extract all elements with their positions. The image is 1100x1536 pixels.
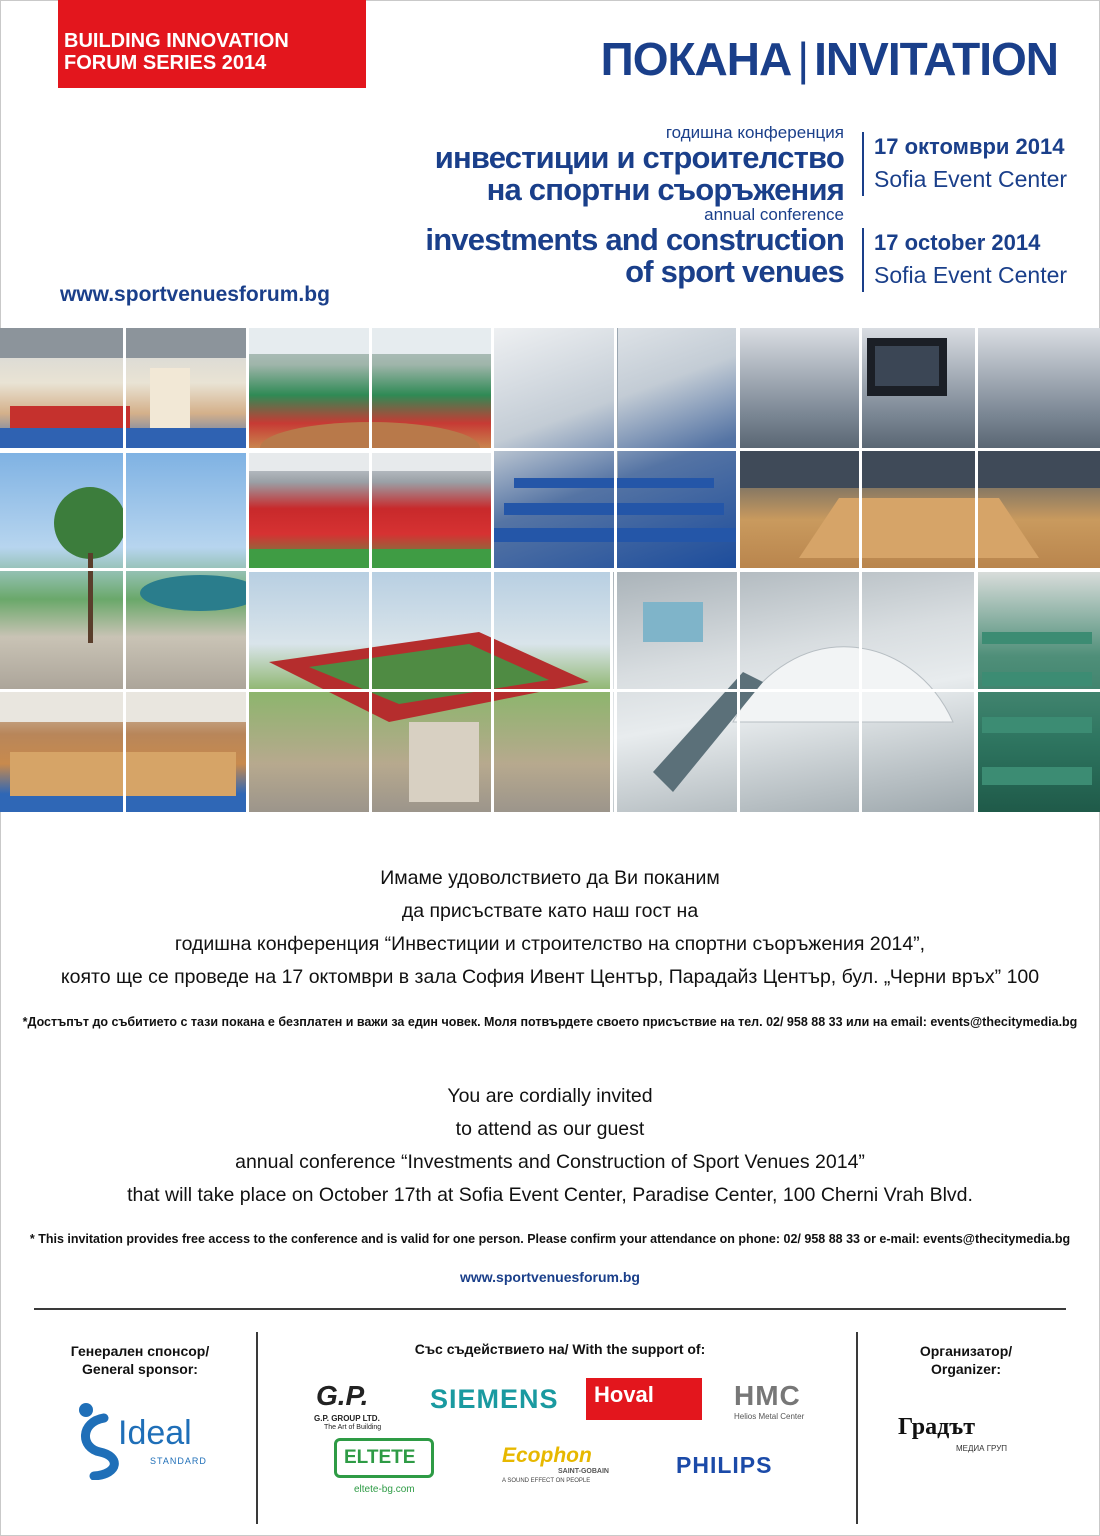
invitation-bg-line-2: да присъствате като наш гост на (401, 900, 699, 922)
footer-rule (34, 1308, 1066, 1310)
invitation-en-line-4: that will take place on October 17th at Sofia Event Center, Paradise Center, 100 Cherni Vrah Blvd. (127, 1184, 973, 1206)
date-block-bg (862, 132, 1067, 196)
footer-divider-left (256, 1332, 258, 1524)
arena-illustration (249, 328, 491, 450)
conference-title-en-2: of sport venues (625, 254, 844, 289)
ideal-standard-logo (76, 1400, 206, 1480)
invitation-en-line-3: annual conference “Investments and Construction of Sport Venues 2014” (235, 1151, 865, 1173)
ecophon-sub: SAINT-GOBAIN (558, 1468, 609, 1475)
access-note-bg: *Достъпът до събитието с тази покана е безплатен и важи за един човек. Моля потвърдете своето присъствие на тел. 02/ 958 88 33 или на email: events@thecitymedia.bg (22, 1015, 1078, 1029)
sports-hall-photo (0, 692, 246, 812)
park-tree-photo (0, 453, 246, 689)
organizer-label-bg: Организатор/ (919, 1343, 1013, 1359)
invitation-bg-line-1: Имаме удоволствието да Ви поканим (380, 867, 720, 889)
ecophon-tagline: A SOUND EFFECT ON PEOPLE (502, 1478, 591, 1484)
organizer-label-en: Organizer: (930, 1361, 1001, 1377)
conference-kicker-bg: годишна конференция (665, 123, 844, 142)
eltete-wordmark: ELTETE (344, 1447, 416, 1468)
general-sponsor-heading (40, 1342, 240, 1378)
general-sponsor-label-bg: Генерален спонсор/ (70, 1343, 210, 1359)
gp-group-logo (306, 1380, 406, 1440)
hmc-logo (734, 1378, 824, 1424)
footer-divider-right (856, 1332, 858, 1524)
invitation-bg-line-3: годишна конференция “Инвестиции и строителство на спортни съоръжения 2014”, (174, 933, 926, 955)
event-venue-en: Sofia Event Center (874, 262, 1068, 288)
conference-title-block (324, 124, 844, 288)
invite-bg: ПОКАНА (600, 33, 792, 85)
green-seats-photo (977, 572, 1100, 812)
gym-illustration (0, 328, 246, 450)
basketball-illustration (739, 328, 1100, 568)
siemens-logo: SIEMENS (430, 1384, 559, 1414)
gp-wordmark: G.P. (316, 1380, 369, 1411)
hmc-wordmark: HMC (734, 1380, 801, 1411)
green-seats-illustration (977, 572, 1100, 812)
conference-title-en-1: investments and construction (425, 222, 844, 257)
event-venue-bg: Sofia Event Center (874, 166, 1068, 192)
hmc-sub: Helios Metal Center (734, 1412, 805, 1421)
basketball-arena-photo (739, 328, 1100, 568)
ecophon-wordmark: Ecophon (502, 1444, 592, 1467)
aquatics-centre-render-photo (613, 572, 974, 812)
conference-title-bg-1: инвестиции и строителство (434, 140, 844, 175)
invitation-en-line-2: to attend as our guest (455, 1118, 645, 1140)
park-illustration (0, 453, 246, 689)
stadium-illustration (249, 453, 491, 569)
gradat-sub: МЕДИА ГРУП (956, 1444, 1008, 1453)
access-note-en: * This invitation provides free access to the conference and is valid for one person. Please confirm your attendance on phone: 02/ 958 88 33 or e-mail: events@thecitymedia.bg (29, 1232, 1071, 1246)
series-line-2: FORUM SERIES 2014 (64, 52, 267, 74)
series-line-1: BUILDING INNOVATION (64, 30, 289, 52)
stadium-render-photo (249, 572, 610, 812)
sports-hall-illustration (0, 692, 246, 812)
series-badge (58, 0, 366, 88)
event-date-en: 17 october 2014 (874, 230, 1041, 255)
gradat-wordmark: Градът (898, 1414, 976, 1440)
conference-title-bg-2: на спортни съоръжения (486, 172, 844, 207)
ideal-wordmark: Ideal (118, 1414, 192, 1452)
hoval-wordmark: Hoval (594, 1382, 654, 1407)
gp-sub-1: G.P. GROUP LTD. (314, 1414, 380, 1423)
general-sponsor-label-en: General sponsor: (82, 1361, 198, 1377)
conference-kicker-en: annual conference (704, 205, 844, 224)
date-block-en (862, 228, 1067, 292)
invite-en: INVITATION (814, 33, 1058, 85)
stadium-red-seats-photo (249, 453, 491, 569)
gym-interior-photo (0, 328, 246, 450)
venue-photo-mosaic (0, 328, 1100, 812)
eltete-url: eltete-bg.com (354, 1484, 415, 1495)
blue-seats-illustration (494, 328, 736, 568)
website-link-bottom[interactable]: www.sportvenuesforum.bg (460, 1269, 640, 1285)
invitation-text-bg (0, 862, 1100, 994)
arena-seats-green-photo (249, 328, 491, 450)
organizer-heading (866, 1342, 1066, 1378)
invitation-en-line-1: You are cordially invited (447, 1085, 653, 1107)
stadium-render-illustration (249, 572, 610, 812)
support-heading: Със съдействието на/ With the support of: (414, 1341, 706, 1357)
ideal-sub: STANDARD (150, 1456, 207, 1466)
ecophon-logo (498, 1444, 618, 1494)
invitation-title (601, 32, 1058, 86)
website-link-top[interactable]: www.sportvenuesforum.bg (60, 283, 330, 306)
aquatics-illustration (613, 572, 974, 812)
invitation-text-en (0, 1080, 1100, 1212)
eltete-logo (334, 1438, 440, 1500)
blue-seats-photo (494, 328, 736, 568)
event-date-bg: 17 октомври 2014 (874, 134, 1065, 159)
invitation-bg-line-4: която ще се проведе на 17 октомври в зала София Ивент Център, Парадайз Център, бул. „Черни връх” 100 (60, 966, 1040, 988)
philips-logo: PHILIPS (676, 1452, 773, 1478)
invite-separator: | (797, 33, 809, 85)
gp-sub-2: The Art of Building (324, 1424, 382, 1431)
hoval-logo (586, 1378, 702, 1420)
gradat-logo (898, 1414, 1028, 1460)
